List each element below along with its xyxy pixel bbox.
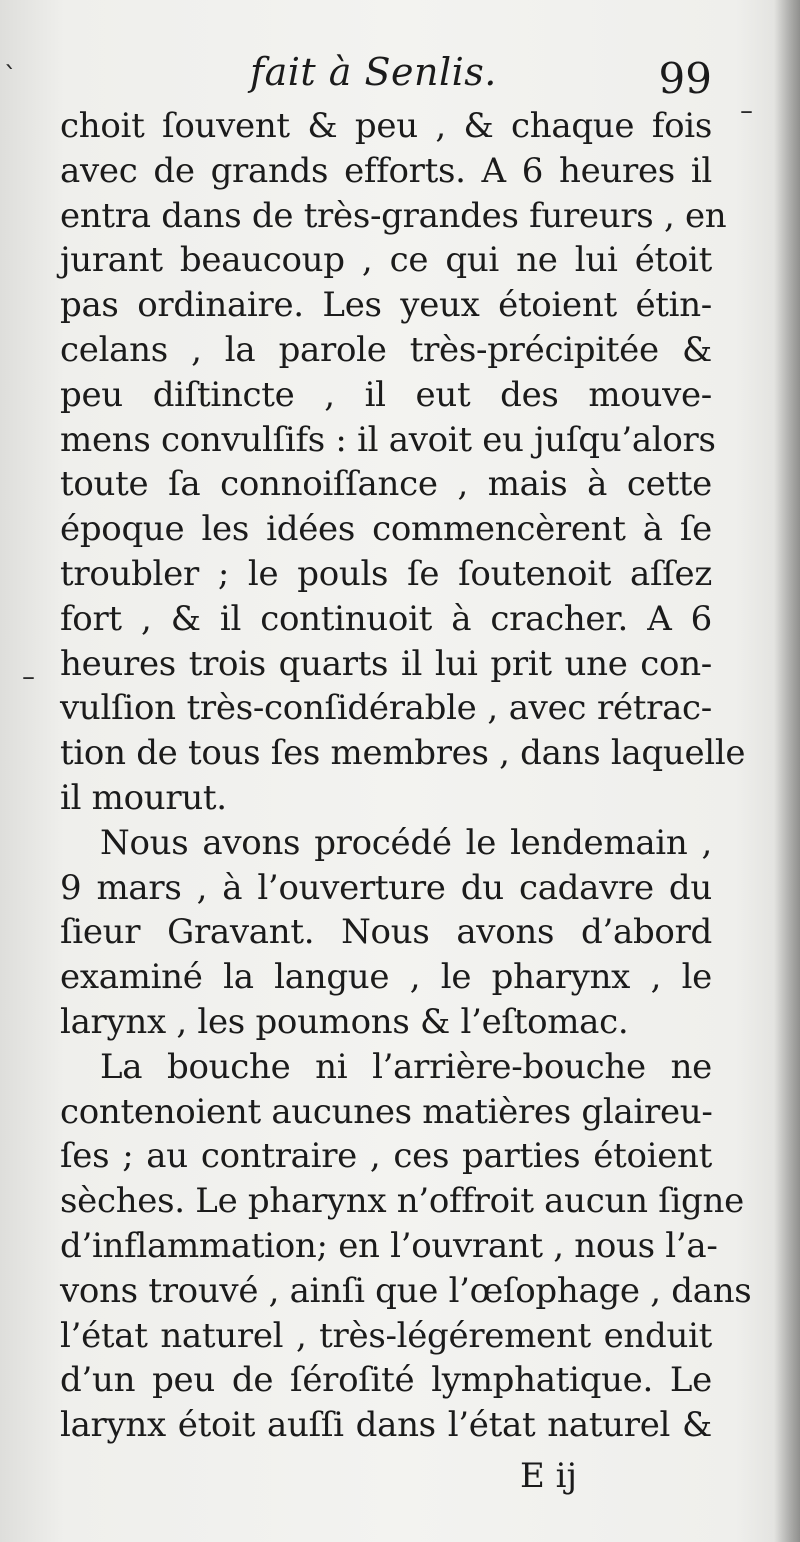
signature-mark: E ij — [520, 1456, 578, 1496]
text-line: avec de grands efforts. A 6 heures il — [60, 150, 712, 191]
text-line: fort , & il continuoit à cracher. A 6 — [60, 598, 712, 639]
text-line: troubler ; le pouls ſe ſoutenoit aſſez — [60, 553, 712, 594]
margin-dash-mark: – — [22, 662, 35, 692]
text-line: tion de tous ſes membres , dans laquelle — [60, 733, 746, 774]
text-line: il mourut. — [60, 777, 227, 818]
text-line: 9 mars , à l’ouverture du cadavre du — [60, 867, 712, 908]
running-title: fait à Senlis. — [250, 50, 497, 94]
text-line: larynx , les poumons & l’eſtomac. — [60, 1001, 629, 1042]
text-line: ſieur Gravant. Nous avons d’abord — [60, 912, 712, 953]
text-line: choit ſouvent & peu , & chaque fois — [60, 106, 712, 146]
text-line: pas ordinaire. Les yeux étoient étin- — [60, 285, 712, 326]
text-line: l’état naturel , très-légérement enduit — [60, 1315, 712, 1356]
text-line: toute ſa connoiſſance , mais à cette — [60, 464, 712, 505]
text-line: d’inflammation; en l’ouvrant , nous l’a- — [60, 1225, 718, 1266]
text-line: celans , la parole très-précipitée & — [60, 329, 712, 370]
paragraph-start-line: La bouche ni l’arrière-bouche ne — [100, 1046, 712, 1087]
body-text — [60, 104, 752, 1448]
text-line: jurant beaucoup , ce qui ne lui étoit — [60, 240, 712, 281]
text-line: heures trois quarts il lui prit une con- — [60, 643, 712, 684]
text-line: sèches. Le pharynx n’offroit aucun ſigne — [60, 1181, 744, 1222]
paragraph-start-line: Nous avons procédé le lendemain , — [100, 822, 712, 863]
text-line: vulſion très-conſidérable , avec rétrac- — [60, 688, 712, 729]
text-line: peu diſtincte , il eut des mouve- — [60, 374, 712, 415]
text-line: mens convulſifs : il avoit eu juſqu’alors — [60, 419, 716, 460]
page-header — [60, 50, 720, 110]
text-line: époque les idées commencèrent à ſe — [60, 509, 712, 550]
text-line: vons trouvé , ainſi que l’œſophage , dans — [60, 1270, 752, 1311]
text-line: examiné la langue , le pharynx , le — [60, 957, 712, 998]
text-line: ſes ; au contraire , ces parties étoient — [60, 1136, 712, 1177]
text-line: entra dans de très-grandes fureurs , en — [60, 195, 727, 236]
text-line: larynx étoit auſſi dans l’état naturel & — [60, 1405, 712, 1446]
page-number: 99 — [658, 54, 712, 103]
text-line: d’un peu de ſéroſité lymphatique. Le — [60, 1360, 712, 1401]
margin-tick-mark: ˋ — [4, 62, 17, 92]
gutter-shadow — [774, 0, 800, 1542]
text-line: contenoient aucunes matières glaireu- — [60, 1091, 713, 1132]
margin-dash-mark-right: – — [740, 96, 753, 126]
